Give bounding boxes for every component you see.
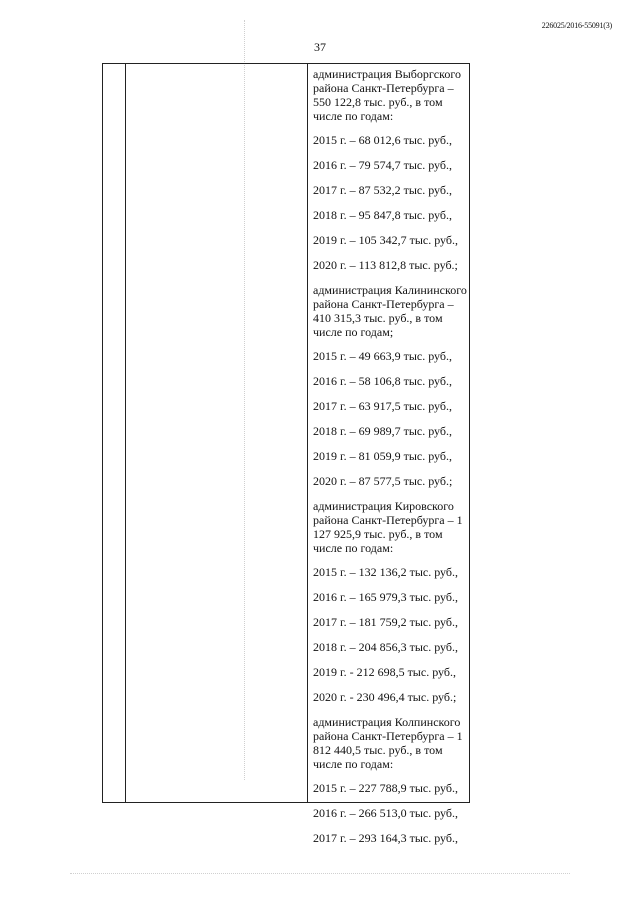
year-amount: 2020 г. – 113 812,8 тыс. руб.; xyxy=(313,258,458,272)
page-number: 37 xyxy=(314,40,326,54)
year-amount: 2019 г. – 105 342,7 тыс. руб., xyxy=(313,233,458,247)
year-amount: 2017 г. – 293 164,3 тыс. руб., xyxy=(313,831,458,845)
year-amount: 2016 г. – 58 106,8 тыс. руб., xyxy=(313,374,452,388)
year-amount: 2018 г. – 69 989,7 тыс. руб., xyxy=(313,424,452,438)
year-amount: 2015 г. – 68 012,6 тыс. руб., xyxy=(313,133,452,147)
year-amount: 2016 г. – 165 979,3 тыс. руб., xyxy=(313,590,458,604)
year-amount: 2017 г. – 63 917,5 тыс. руб., xyxy=(313,399,452,413)
document-code: 226025/2016-55091(3) xyxy=(541,21,612,30)
year-amount: 2019 г. – 81 059,9 тыс. руб., xyxy=(313,449,452,463)
district-financing-text: администрация Кировского района Санкт-Петербурга – 1 127 925,9 тыс. руб., в том числе по годам: xyxy=(313,499,463,555)
district-financing-text: администрация Колпинского района Санкт-Петербурга – 1 812 440,5 тыс. руб., в том числе по годам: xyxy=(313,715,463,771)
year-amount: 2017 г. – 87 532,2 тыс. руб., xyxy=(313,183,452,197)
budget-table xyxy=(102,63,470,845)
year-amount: 2016 г. – 79 574,7 тыс. руб., xyxy=(313,158,452,172)
year-amount: 2020 г. - 230 496,4 тыс. руб.; xyxy=(313,690,457,704)
year-amount: 2020 г. – 87 577,5 тыс. руб.; xyxy=(313,474,453,488)
year-amount: 2018 г. – 95 847,8 тыс. руб., xyxy=(313,208,452,222)
scan-artifact-footer xyxy=(70,873,570,874)
year-amount: 2015 г. – 227 788,9 тыс. руб., xyxy=(313,781,458,795)
year-amount: 2018 г. – 204 856,3 тыс. руб., xyxy=(313,640,458,654)
district-financing-text: администрация Выборгского района Санкт-Петербурга – 550 122,8 тыс. руб., в том числе по годам: xyxy=(313,67,461,123)
column-divider xyxy=(125,64,126,802)
year-amount: 2015 г. – 49 663,9 тыс. руб., xyxy=(313,349,452,363)
column-divider xyxy=(307,64,308,802)
year-amount: 2016 г. – 266 513,0 тыс. руб., xyxy=(313,806,458,820)
year-amount: 2019 г. - 212 698,5 тыс. руб., xyxy=(313,665,456,679)
financing-column xyxy=(313,67,469,856)
year-amount: 2017 г. – 181 759,2 тыс. руб., xyxy=(313,615,458,629)
district-financing-text: администрация Калининского района Санкт-Петербурга – 410 315,3 тыс. руб., в том числе по годам; xyxy=(313,283,467,339)
year-amount: 2015 г. – 132 136,2 тыс. руб., xyxy=(313,565,458,579)
